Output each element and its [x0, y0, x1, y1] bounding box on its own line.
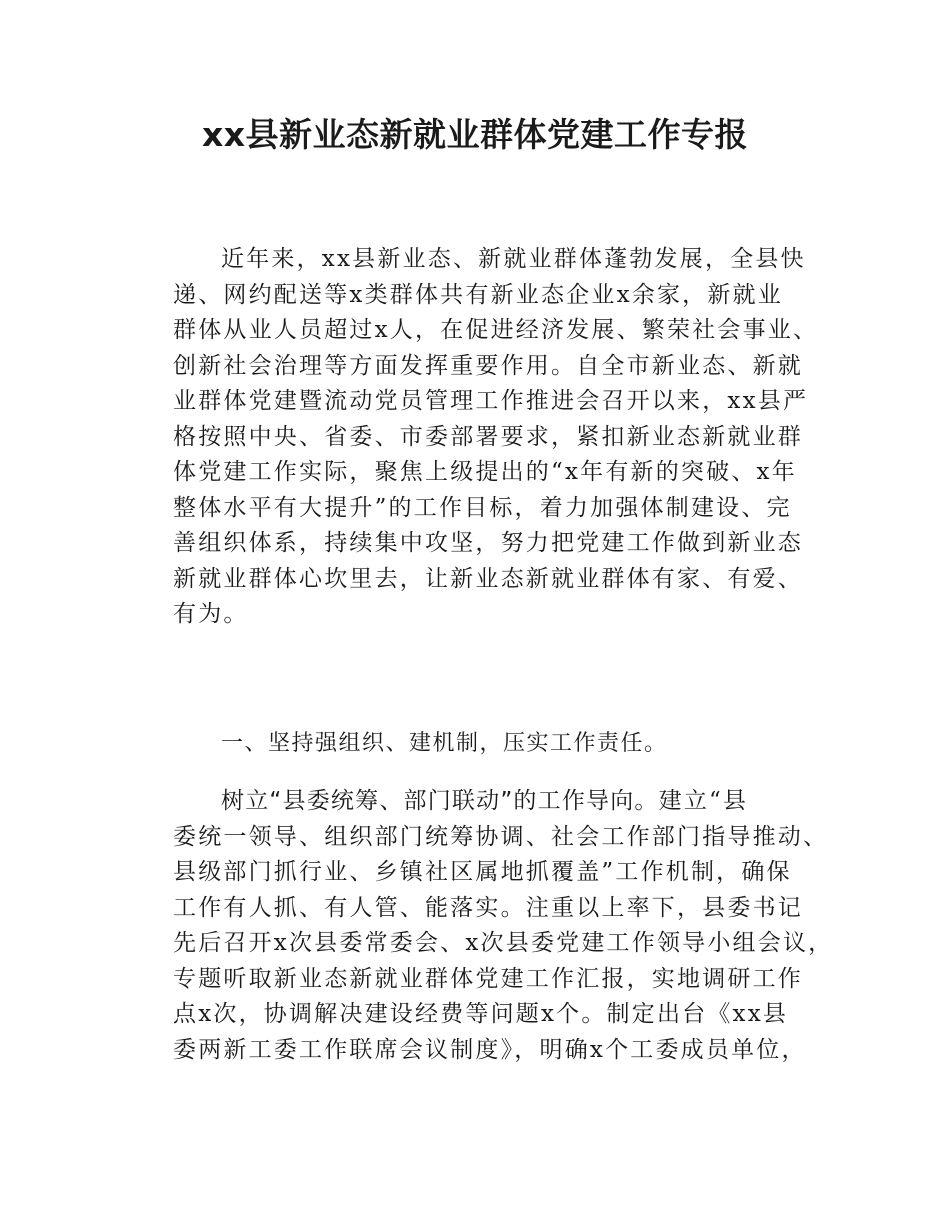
intro-paragraph: [173, 242, 823, 633]
paragraph-line: 专题听取新业态新就业群体党建工作汇报，实地调研工作: [173, 965, 803, 992]
paragraph-line: 有为。: [173, 601, 249, 627]
paragraph-line: 县级部门抓行业、乡镇社区属地抓覆盖”工作机制，确保: [173, 859, 792, 885]
paragraph-line: 善组织体系，持续集中攻坚，努力把党建工作做到新业态: [173, 530, 803, 556]
paragraph-line: 群体从业人员超过x人，在促进经济发展、繁荣社会事业、: [173, 317, 819, 343]
paragraph-line: 业群体党建暨流动党员管理工作推进会召开以来，xx县严: [173, 388, 809, 414]
paragraph-line: 体党建工作实际，聚焦上级提出的“x年有新的突破、x年: [173, 459, 797, 485]
paragraph-line-rest: 建立“县: [658, 788, 749, 814]
paragraph-line: 点x次，协调解决建设经费等问题x个。制定出台《xx县: [173, 1001, 789, 1027]
paragraph-line: 工作有人抓、有人管、能落实。注重以上率下，县委书记: [173, 894, 803, 921]
paragraph-line: 委统一领导、组织部门统筹协调、社会工作部门指导推动、: [173, 823, 829, 850]
paragraph-line: 新就业群体心坎里去，让新业态新就业群体有家、有爱、: [173, 565, 803, 592]
paragraph-line: 先后召开x次县委常委会、x次县委党建工作领导小组会议，: [173, 930, 834, 956]
document-title: xx县新业态新就业群体党建工作专报: [201, 115, 749, 154]
paragraph-line: 递、网约配送等x类群体共有新业态企业x余家，新就业: [173, 281, 783, 308]
paragraph-line: 创新社会治理等方面发挥重要作用。自全市新业态、新就: [173, 352, 803, 379]
section-heading: 一、坚持强组织、建机制，压实工作责任。: [221, 731, 668, 756]
paragraph-line: 格按照中央、省委、市委部署要求，紧扣新业态新就业群: [173, 423, 803, 450]
section1-paragraph: [173, 784, 834, 1068]
paragraph-line: 近年来，xx县新业态、新就业群体蓬勃发展，全县快: [221, 246, 806, 272]
paragraph-line: 委两新工委工作联席会议制度》，明确x个工委成员单位，: [173, 1036, 807, 1063]
paragraph-lead-sentence: 树立“县委统筹、部门联动”的工作导向。: [221, 788, 659, 814]
paragraph-first-line: [173, 784, 823, 820]
paragraph-line: 整体水平有大提升”的工作目标，着力加强体制建设、完: [173, 494, 792, 521]
